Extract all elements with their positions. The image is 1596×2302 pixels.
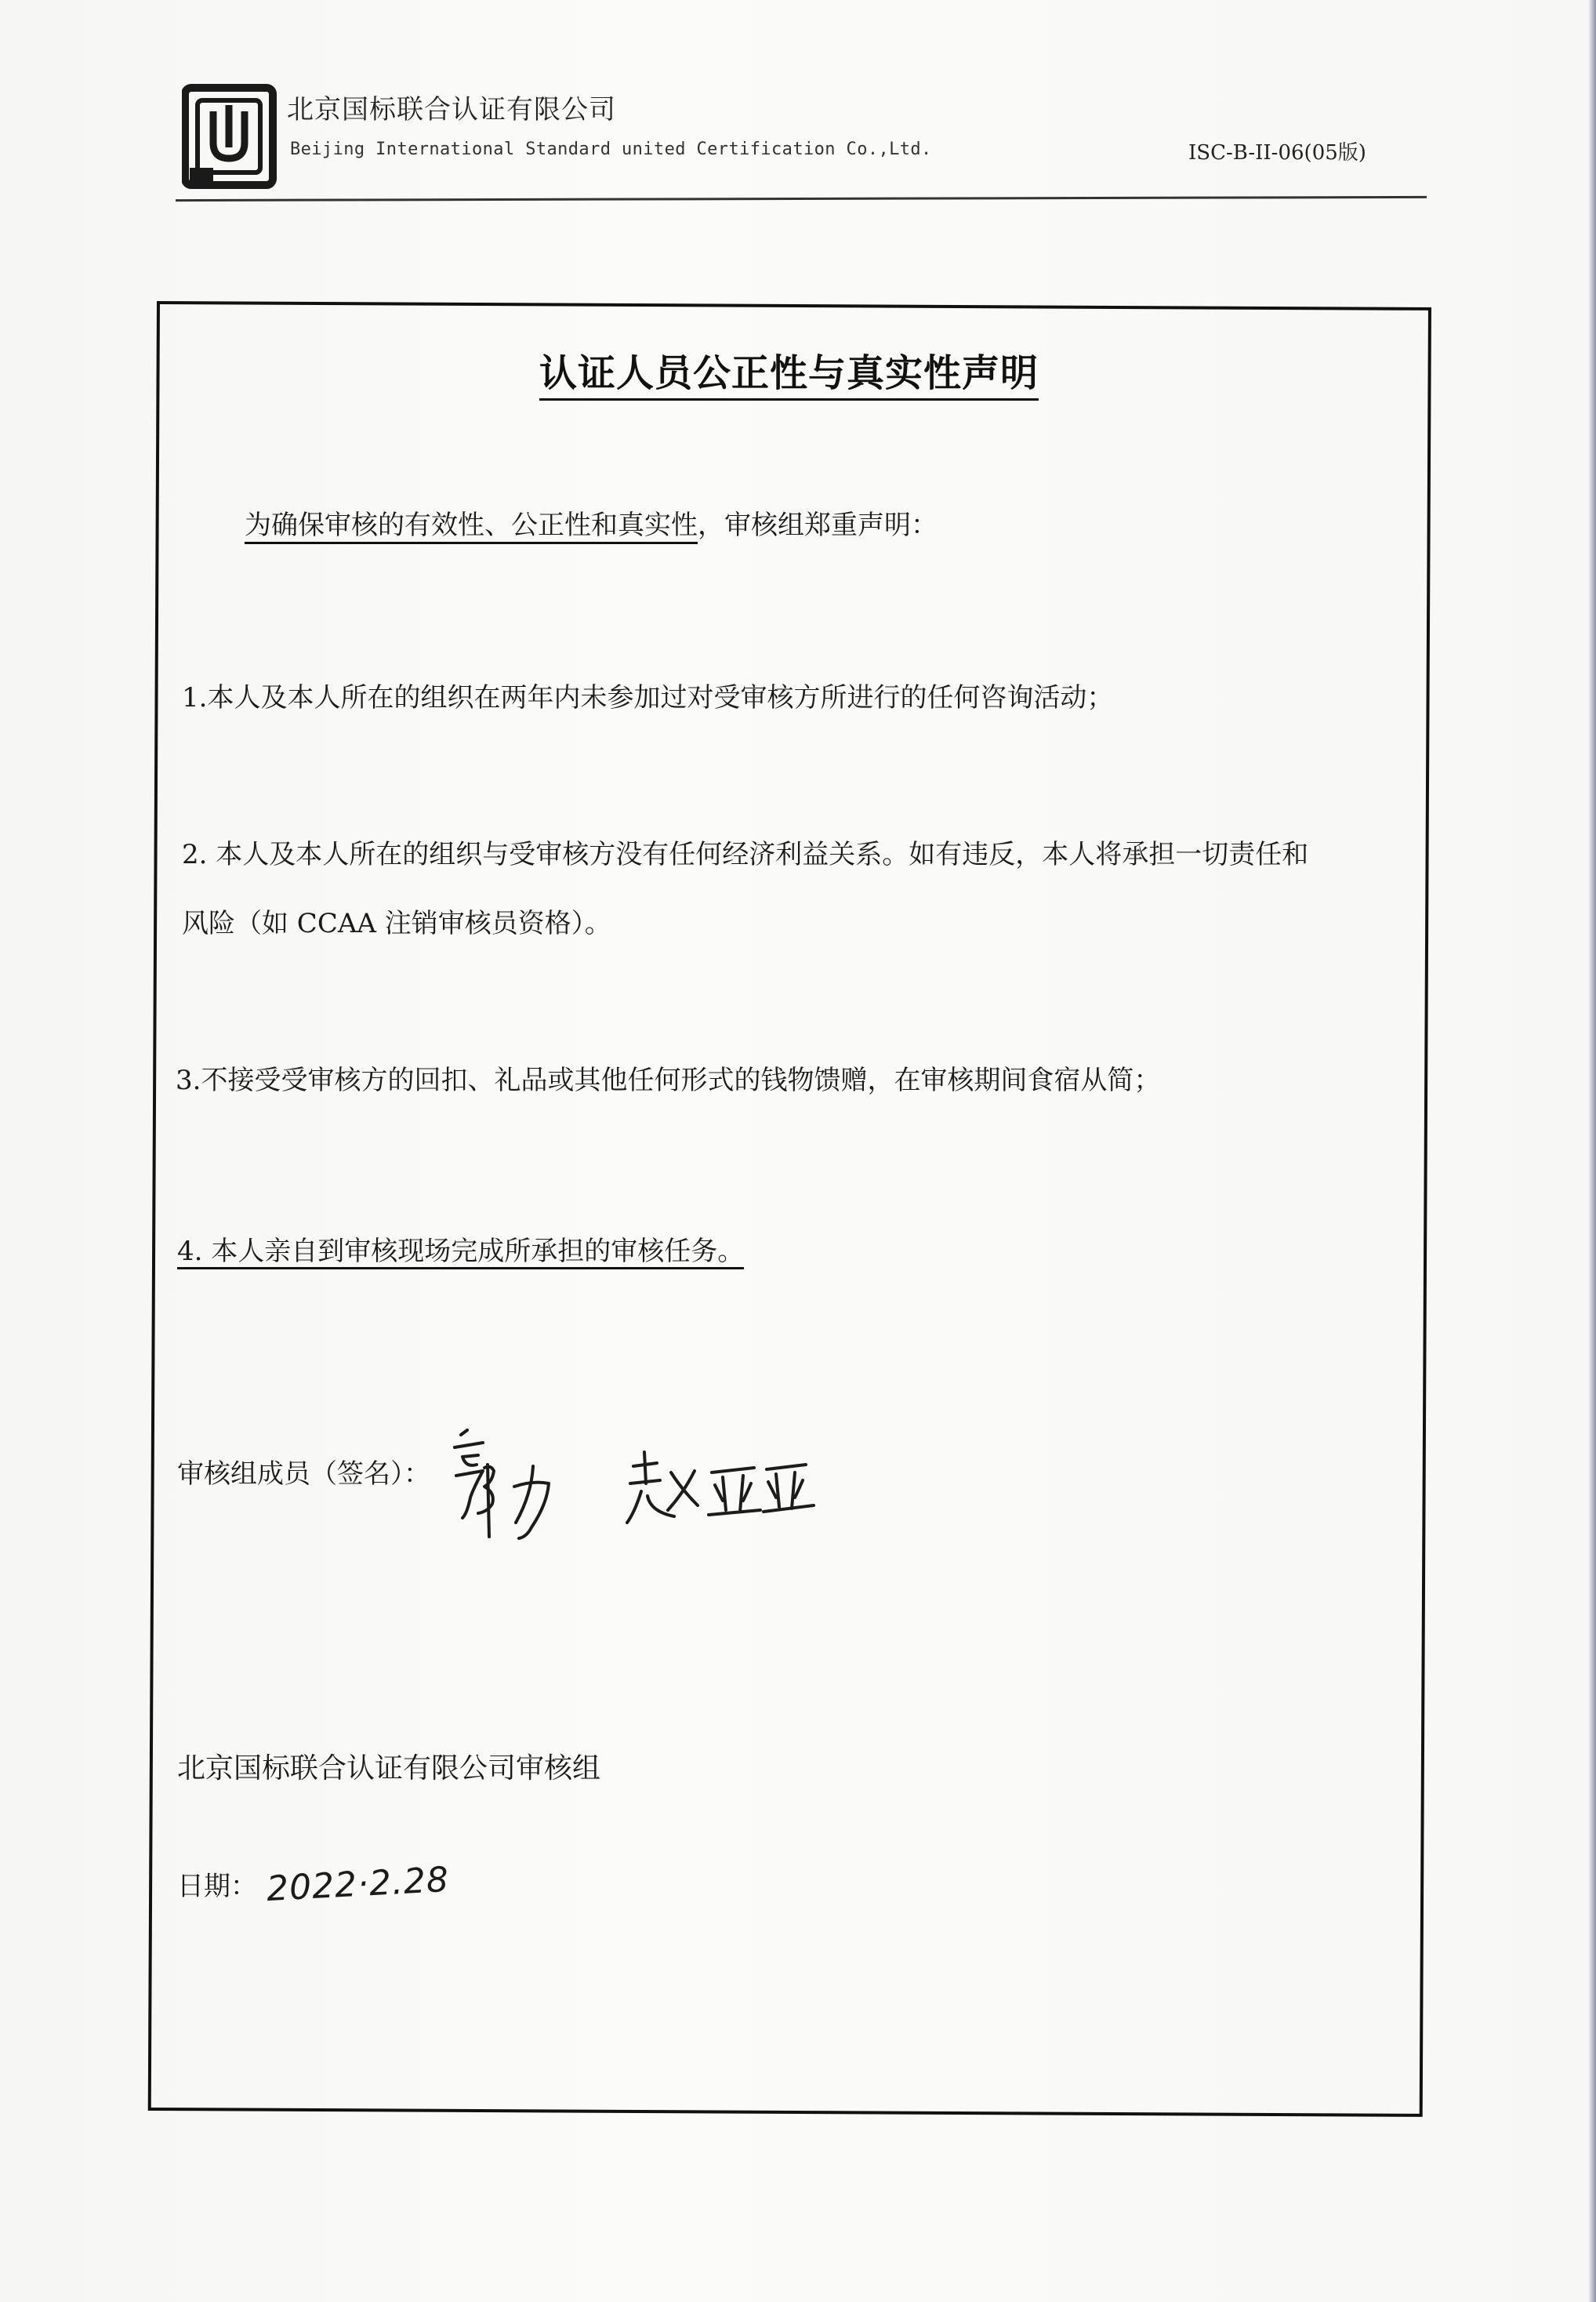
scan-edge-shadow bbox=[1588, 0, 1596, 2302]
declaration-item-4-text: 4. 本人亲自到审核现场完成所承担的审核任务。 bbox=[177, 1236, 744, 1269]
intro-underlined: 为确保审核的有效性、公正性和真实性 bbox=[245, 510, 698, 544]
audit-team-organization: 北京国标联合认证有限公司审核组 bbox=[177, 1752, 601, 1785]
intro-statement bbox=[245, 508, 938, 544]
declaration-item-2-line-1: 2. 本人及本人所在的组织与受审核方没有任何经济利益关系。如有违反，本人将承担一切责任和 bbox=[182, 839, 1309, 870]
declaration-item-4 bbox=[177, 1234, 744, 1270]
company-name-en: Beijing International Standard united Certification Co.,Ltd. bbox=[290, 140, 932, 159]
signers-label: 审核组成员（签名）： bbox=[177, 1458, 430, 1490]
date-label: 日期： bbox=[177, 1871, 257, 1902]
declaration-item-3: 3.不接受受审核方的回扣、礼品或其他任何形式的钱物馈赠，在审核期间食宿从简； bbox=[176, 1065, 1161, 1096]
company-name-cn: 北京国标联合认证有限公司 bbox=[287, 94, 616, 125]
document-code: ISC-B-II-06(05版) bbox=[1188, 141, 1366, 165]
form-title: 认证人员公正性与真实性声明 bbox=[539, 351, 1039, 401]
declaration-item-2-line-2: 风险（如 CCAA 注销审核员资格）。 bbox=[182, 908, 611, 939]
form-frame bbox=[148, 301, 1431, 2117]
company-logo-icon bbox=[182, 82, 279, 191]
date-value-handwritten: 2022·2.28 bbox=[265, 1859, 451, 1910]
declaration-item-1: 1.本人及本人所在的组织在两年内未参加过对受审核方所进行的任何咨询活动； bbox=[182, 682, 1114, 713]
handwritten-signatures bbox=[439, 1419, 847, 1560]
intro-rest: ，审核组郑重声明： bbox=[698, 510, 938, 541]
